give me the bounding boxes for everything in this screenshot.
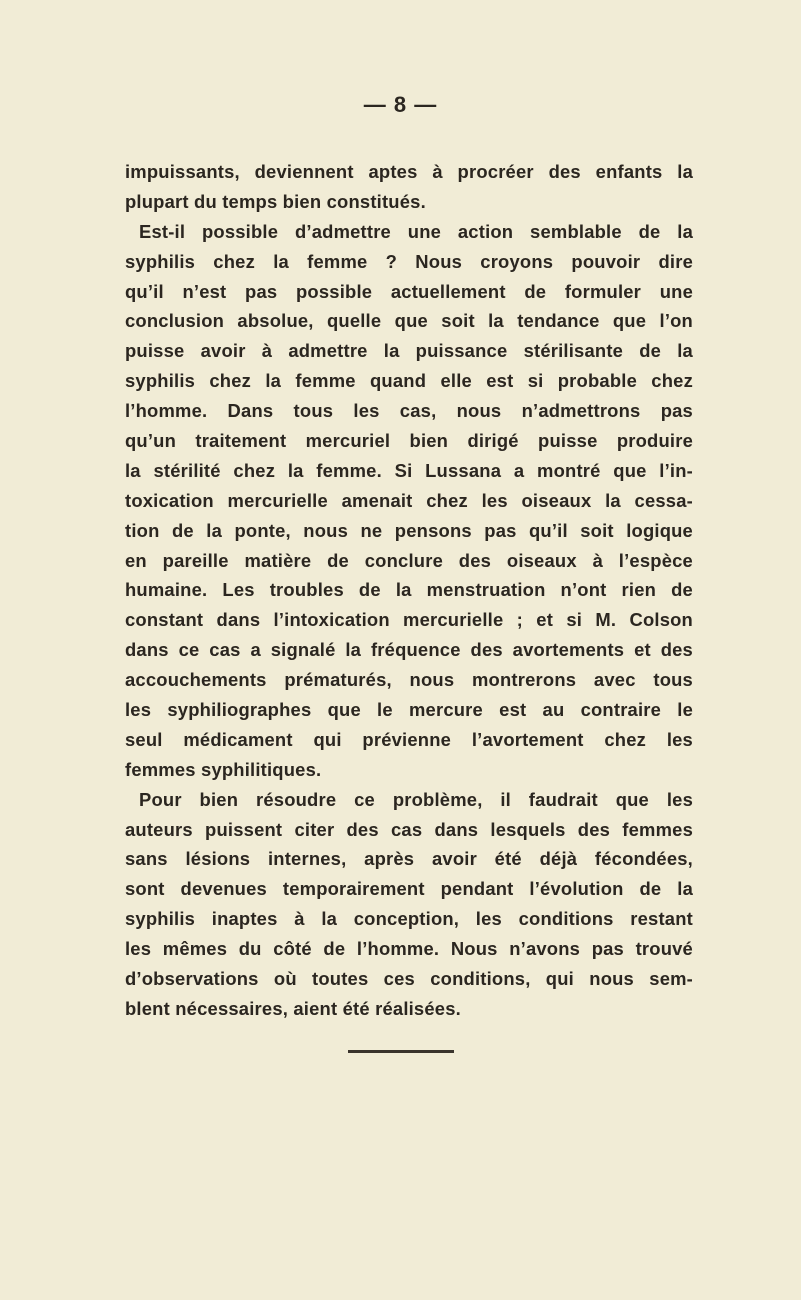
text-line: auteurs puissent citer des cas dans lesquels des femmes [125,818,693,840]
text-line: Est-il possible d’admettre une action semblable de la [139,220,693,242]
text-line: d’observations où toutes ces conditions, qui nous sem- [125,968,693,990]
text-line: seul médicament qui prévienne l’avortement chez les [125,728,693,750]
text-line: qu’il n’est pas possible actuellement de formuler une [125,280,693,302]
text-line: qu’un traitement mercuriel bien dirigé puisse produire [125,430,693,452]
text-line: Pour bien résoudre ce problème, il faudrait que les [139,788,693,810]
text-line: l’homme. Dans tous les cas, nous n’admettrons pas [125,400,693,422]
text-line: syphilis inaptes à la conception, les conditions restant [125,908,693,930]
text-line: sont devenues temporairement pendant l’évolution de la [125,878,693,900]
text-line: humaine. Les troubles de la menstruation n’ont rien de [125,579,693,601]
text-line: les mêmes du côté de l’homme. Nous n’avons pas trouvé [125,938,693,960]
text-line: toxication mercurielle amenait chez les oiseaux la cessa- [125,489,693,511]
text-line: puisse avoir à admettre la puissance stérilisante de la [125,340,693,362]
text-line: impuissants, deviennent aptes à procréer des enfants la [125,161,693,182]
text-line: tion de la ponte, nous ne pensons pas qu’il soit logique [125,519,693,541]
text-line: syphilis chez la femme quand elle est si probable chez [125,370,693,392]
text-line: accouchements prématurés, nous montrerons avec tous [125,669,693,691]
text-line: constant dans l’intoxication mercurielle ; et si M. Colson [125,609,693,631]
text-line: en pareille matière de conclure des oiseaux à l’espèce [125,549,693,571]
text-line: conclusion absolue, quelle que soit la tendance que l’on [125,310,693,332]
text-line: les syphiliographes que le mercure est au contraire le [125,699,693,721]
text-line: dans ce cas a signalé la fréquence des avortements et des [125,639,693,661]
text-line: syphilis chez la femme ? Nous croyons pouvoir dire [125,250,693,272]
text-line: la stérilité chez la femme. Si Lussana a montré que l’in- [125,459,693,481]
end-rule [348,1050,454,1053]
page-number: — 8 — [363,92,438,117]
text-line: blent nécessaires, aient été réalisées. [125,997,461,1019]
text-line: sans lésions internes, après avoir été déjà fécondées, [125,848,693,870]
body-text [125,157,693,1024]
text-line: plupart du temps bien constitués. [125,190,426,212]
text-line: femmes syphilitiques. [125,758,322,780]
